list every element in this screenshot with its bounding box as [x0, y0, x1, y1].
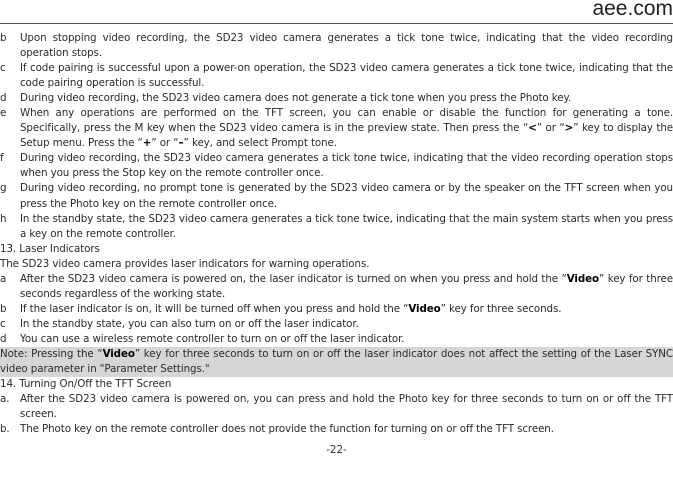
text-run: ” key for three seconds to turn on or off the laser indicator does not affect the setting of the Laser SYNC video parameter in "Parameter Settings."	[0, 347, 673, 376]
text-run: After the SD23 video camera is powered on, the laser indicator is turned on when you press and hold the “	[20, 272, 567, 285]
header-rule	[0, 23, 673, 24]
text-run: ” key to display the Setup menu. Press the “	[20, 122, 673, 150]
list-item-text	[20, 152, 673, 179]
list-marker: a.	[0, 393, 10, 406]
text-run: ” key for three seconds regardless of the working state.	[20, 272, 673, 300]
list-item-text	[20, 62, 673, 89]
list-item-text	[20, 423, 554, 435]
text-run: If code pairing is successful upon a power-on operation, the SD23 video camera generates a tick tone twice, indicating that the code pairing operation is successful.	[20, 62, 673, 90]
page-number: -22-	[326, 444, 347, 456]
list-item	[0, 106, 673, 151]
list-item	[0, 181, 673, 211]
key-name: Video	[408, 302, 441, 315]
key-name: >	[564, 122, 574, 135]
list-marker: g	[0, 182, 7, 195]
list-marker: e	[0, 107, 7, 120]
text-run: During video recording, no prompt tone is generated by the SD23 video camera or by the speaker on the TFT screen when you press the Photo key on the remote controller once.	[20, 182, 673, 210]
list-marker: c	[0, 317, 6, 330]
list-item-text	[20, 107, 673, 149]
text-run: Note: Pressing the “	[0, 347, 103, 360]
note-block	[0, 347, 673, 377]
list-item-text	[20, 303, 561, 315]
list-marker: b	[0, 32, 7, 44]
section-13-intro: The SD23 video camera provides laser indicators for warning operations.	[0, 257, 370, 270]
list-item	[0, 302, 673, 317]
text-run: In the standby state, you can also turn on or off the laser indicator.	[20, 317, 359, 330]
text-run: The Photo key on the remote controller does not provide the function for turning on or off the TFT screen.	[20, 423, 554, 436]
list-marker: d	[0, 332, 7, 345]
list-item	[0, 317, 673, 332]
key-name: <	[528, 122, 537, 135]
list-marker: a	[0, 272, 7, 285]
laser-list	[0, 272, 673, 347]
list-item-text	[20, 333, 404, 345]
list-item-text	[20, 32, 673, 59]
tone-list	[0, 31, 673, 242]
list-marker: b.	[0, 423, 10, 436]
list-item	[0, 91, 673, 106]
list-item-text	[20, 92, 571, 104]
list-item	[0, 61, 673, 91]
list-item	[0, 31, 673, 61]
text-run: If the laser indicator is on, it will be turned off when you press and hold the “	[20, 302, 409, 315]
list-item	[0, 272, 673, 302]
list-item	[0, 422, 673, 437]
text-run: You can use a wireless remote controller to turn on or off the laser indicator.	[20, 332, 405, 345]
list-item-text	[20, 318, 359, 330]
key-name: –	[178, 137, 184, 150]
list-item-text	[20, 182, 673, 209]
list-item	[0, 332, 673, 347]
list-item-text	[20, 213, 673, 240]
text-run: ” key, and select Prompt tone.	[183, 137, 337, 150]
brand-logo: aee.com	[592, 0, 673, 20]
list-marker: h	[0, 212, 7, 225]
list-item	[0, 151, 673, 181]
key-name: Video	[566, 272, 599, 285]
list-item	[0, 212, 673, 242]
section-13-heading: 13. Laser Indicators	[0, 242, 100, 255]
text-run: In the standby state, the SD23 video camera generates a tick tone twice, indicating that the main system starts when you press a key on the remote controller.	[20, 212, 673, 240]
list-item-text	[20, 393, 673, 420]
key-name: Video	[102, 347, 135, 360]
section-14-heading: 14. Turning On/Off the TFT Screen	[0, 378, 172, 391]
document-body	[0, 31, 673, 437]
list-marker: b	[0, 302, 7, 315]
list-item	[0, 392, 673, 422]
tft-list	[0, 392, 673, 437]
text-run: ” or “	[536, 122, 565, 135]
text-run: During video recording, the SD23 video camera generates a tick tone twice, indicating that the video recording operation stops when you press the Stop key on the remote controller once.	[20, 152, 673, 180]
list-marker: c	[0, 62, 6, 75]
text-run: When any operations are performed on the TFT screen, you can enable or disable the function for generating a tone. Specifically, press the M key when the SD23 video camera is in the preview state. Then press the “	[20, 107, 673, 135]
list-marker: f	[0, 152, 4, 165]
text-run: After the SD23 video camera is powered on, you can press and hold the Photo key for three seconds to turn on or off the TFT screen.	[20, 393, 673, 421]
text-run: ” or “	[151, 137, 179, 150]
text-run: Upon stopping video recording, the SD23 video camera generates a tick tone twice, indicating that the video recording operation stops.	[20, 32, 673, 60]
list-marker: d	[0, 92, 7, 105]
key-name: +	[142, 137, 152, 150]
list-item-text	[20, 273, 673, 300]
text-run: During video recording, the SD23 video camera does not generate a tick tone when you press the Photo key.	[20, 92, 572, 105]
text-run: ” key for three seconds.	[440, 302, 562, 315]
